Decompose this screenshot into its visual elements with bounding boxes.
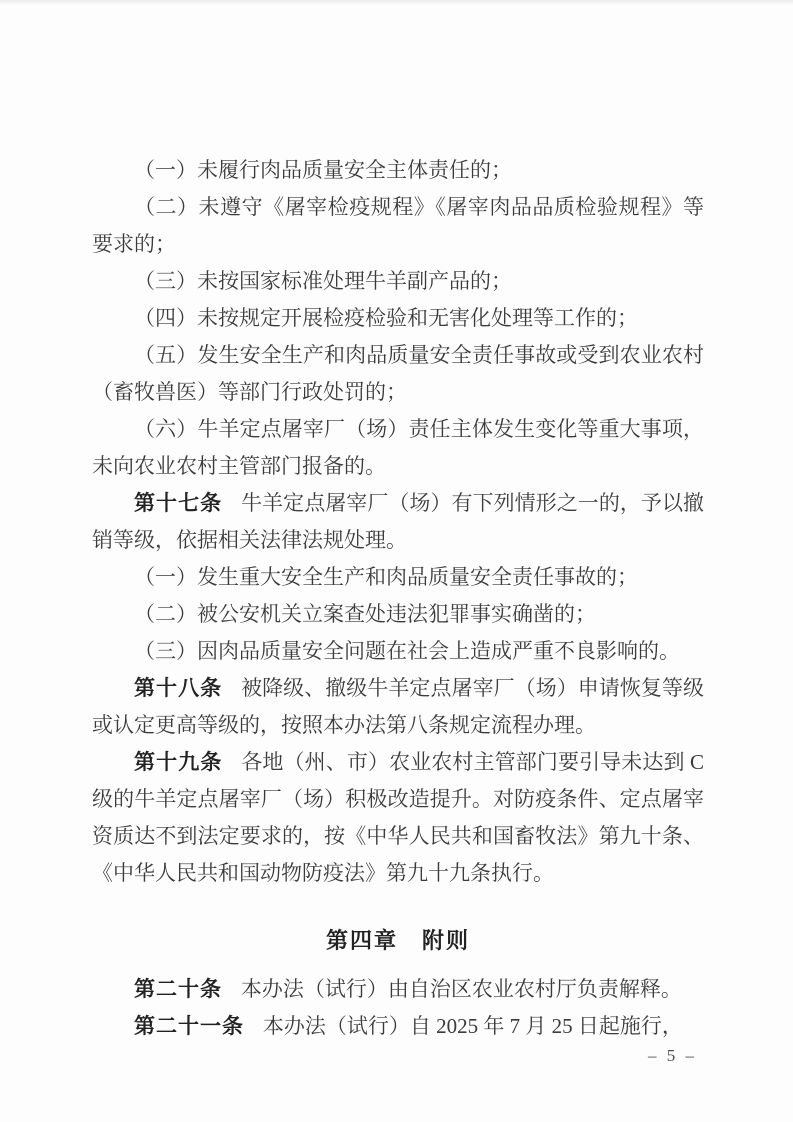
article-number: 第十八条	[134, 676, 223, 700]
paragraph-text: （四）未按规定开展检疫检验和无害化处理等工作的；	[134, 306, 638, 330]
paragraph-text: （六）牛羊定点屠宰厂（场）责任主体发生变化等重大事项，未向农业农村主管部门报备的。	[92, 417, 704, 478]
paragraph-text: （五）发生安全生产和肉品质量安全责任事故或受到农业农村（畜牧兽医）等部门行政处罚的；	[92, 343, 704, 404]
paragraph-text: （三）因肉品质量安全问题在社会上造成严重不良影响的。	[134, 639, 680, 663]
article-paragraph	[92, 485, 704, 559]
article-paragraph	[92, 670, 704, 744]
list-item	[92, 559, 704, 596]
article-number: 第十九条	[134, 750, 223, 774]
paragraph-text: 各地（州、市）农业农村主管部门要引导未达到 C 级的牛羊定点屠宰厂（场）积极改造提升。对防疫条件、定点屠宰资质达不到法定要求的，按《中华人民共和国畜牧法》第九十条、《中华人民共和国动物防疫法》第九十九条执行。	[92, 750, 704, 885]
article-paragraph	[92, 1008, 704, 1045]
list-item	[92, 337, 704, 411]
paragraph-text: （二）未遵守《屠宰检疫规程》《屠宰肉品品质检验规程》等要求的；	[92, 195, 704, 256]
paragraph-text: 牛羊定点屠宰厂（场）有下列情形之一的，予以撤销等级，依据相关法律法规处理。	[92, 491, 705, 552]
list-item	[92, 189, 704, 263]
article-number: 第二十一条	[134, 1014, 244, 1038]
list-item	[92, 300, 704, 337]
document-body	[92, 152, 704, 1045]
paragraph-text: 被降级、撤级牛羊定点屠宰厂（场）申请恢复等级或认定更高等级的，按照本办法第八条规定流程办理。	[92, 676, 705, 737]
paragraph-text: （一）发生重大安全生产和肉品质量安全责任事故的；	[134, 565, 638, 589]
paragraph-text: （三）未按国家标准处理牛羊副产品的；	[134, 269, 512, 293]
page-number: – 5 –	[648, 1046, 697, 1065]
article-number: 第十七条	[134, 491, 223, 515]
paragraph-text: （一）未履行肉品质量安全主体责任的；	[134, 158, 512, 182]
list-item	[92, 596, 704, 633]
list-item	[92, 152, 704, 189]
chapter-heading: 第四章 附则	[325, 928, 470, 953]
list-item	[92, 263, 704, 300]
article-paragraph	[92, 971, 704, 1008]
list-item	[92, 411, 704, 485]
list-item	[92, 633, 704, 670]
paragraph-text: 本办法（试行）由自治区农业农村厅负责解释。	[240, 977, 682, 1001]
paragraph-text: 本办法（试行）自 2025 年 7 月 25 日起施行，	[262, 1014, 683, 1038]
paragraph-text: （二）被公安机关立案查处违法犯罪事实确凿的；	[134, 602, 596, 626]
article-number: 第二十条	[134, 977, 222, 1001]
article-paragraph	[92, 744, 704, 892]
